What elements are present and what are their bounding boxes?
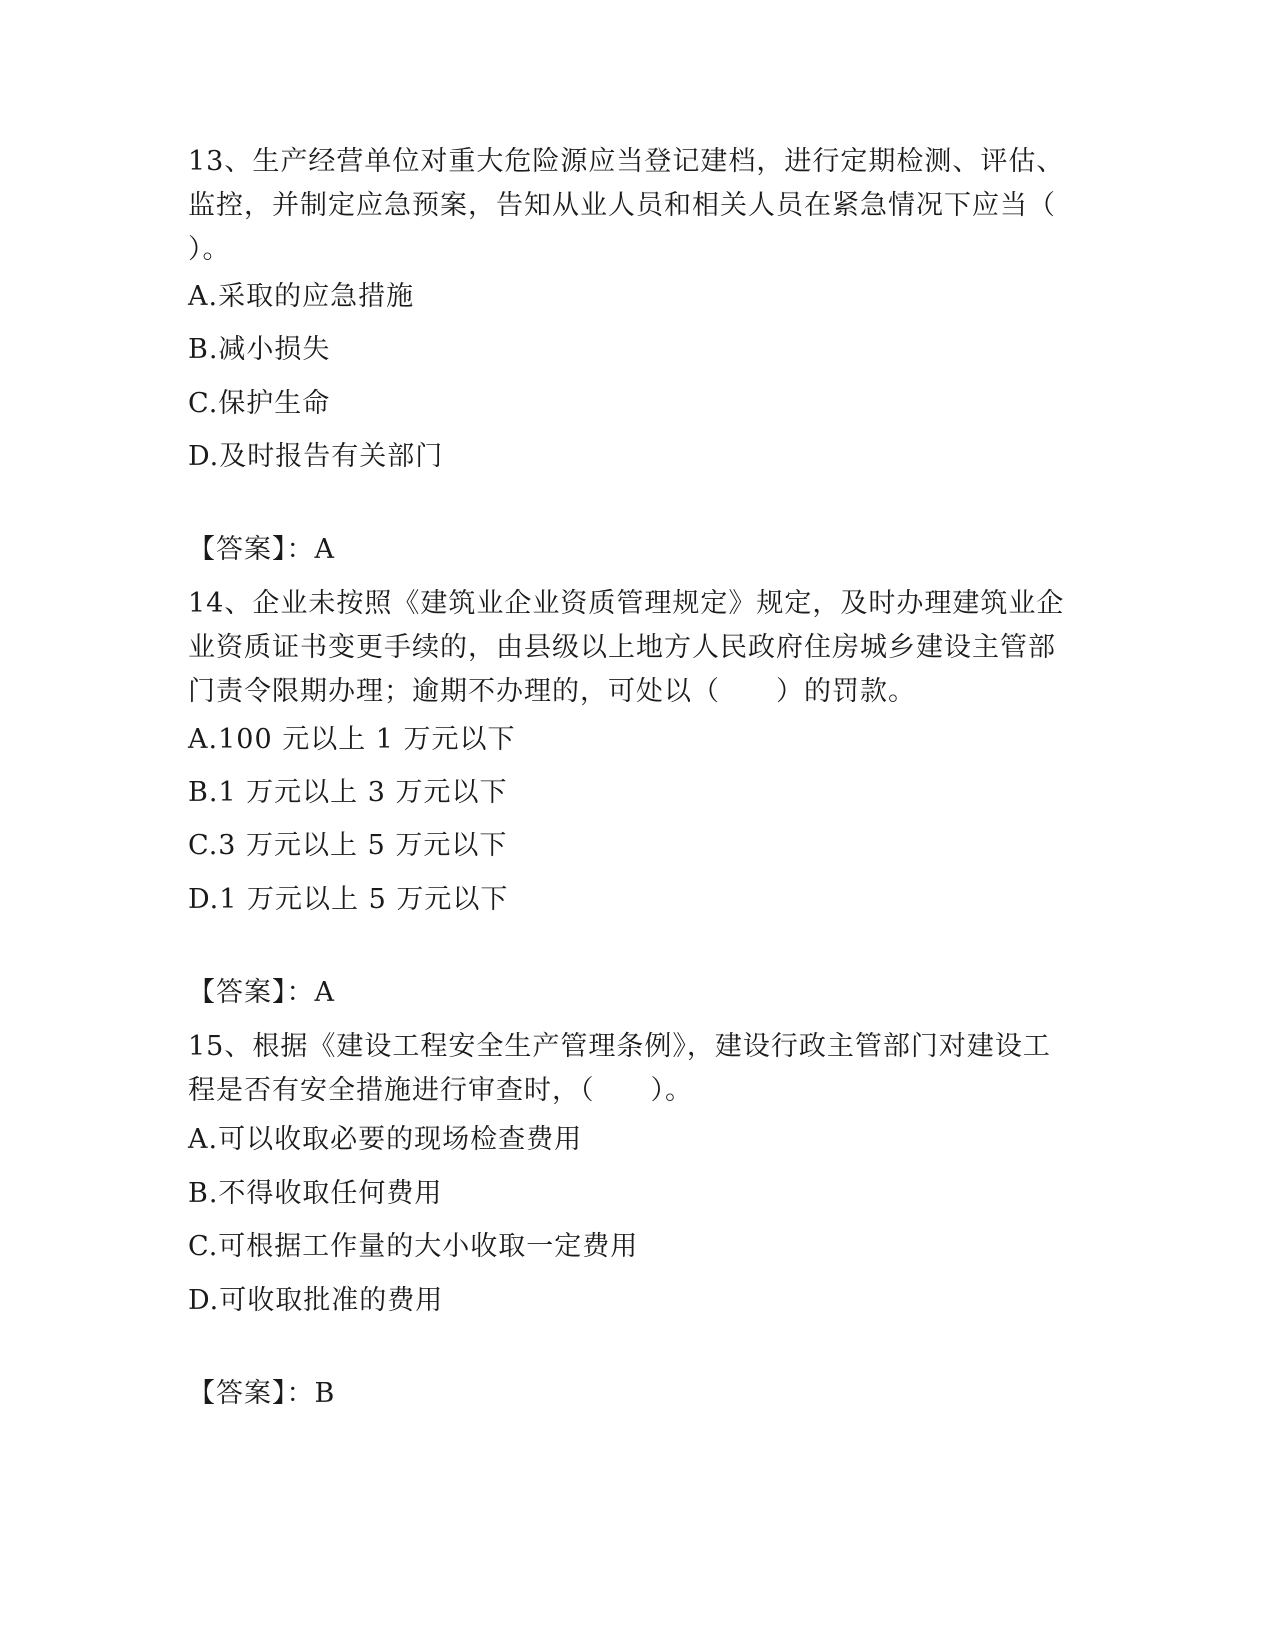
question-15-answer: 【答案】：B xyxy=(188,1378,336,1409)
question-13-option-b: B.减小损失 xyxy=(188,334,331,365)
question-14-option-c: C.3 万元以上 5 万元以下 xyxy=(188,830,508,861)
question-15-option-a: A.可以收取必要的现场检查费用 xyxy=(188,1124,583,1155)
question-15-option-d: D.可收取批准的费用 xyxy=(188,1285,444,1316)
question-14-option-a: A.100 元以上 1 万元以下 xyxy=(188,724,516,755)
question-13-option-a: A.采取的应急措施 xyxy=(188,281,415,312)
question-13-option-d: D.及时报告有关部门 xyxy=(188,441,444,472)
question-14-option-d: D.1 万元以上 5 万元以下 xyxy=(188,884,509,915)
question-14-answer: 【答案】：A xyxy=(188,977,335,1008)
question-13-option-c: C.保护生命 xyxy=(188,388,331,419)
question-13-answer: 【答案】：A xyxy=(188,534,335,565)
question-14-stem: 14、企业未按照《建筑业企业资质管理规定》规定，及时办理建筑业企业资质证书变更手续的，由县级以上地方人民政府住房城乡建设主管部门责令限期办理；逾期不办理的，可处以（ ）的罚款。 xyxy=(188,588,1065,707)
question-14-option-b: B.1 万元以上 3 万元以下 xyxy=(188,777,508,808)
question-15-option-c: C.可根据工作量的大小收取一定费用 xyxy=(188,1231,639,1262)
question-15-option-b: B.不得收取任何费用 xyxy=(188,1178,443,1209)
question-15-stem: 15、根据《建设工程安全生产管理条例》，建设行政主管部门对建设工程是否有安全措施进行审查时，（ ）。 xyxy=(188,1031,1051,1106)
question-13-stem: 13、生产经营单位对重大危险源应当登记建档，进行定期检测、评估、监控，并制定应急预案，告知从业人员和相关人员在紧急情况下应当（ ）。 xyxy=(188,146,1066,265)
